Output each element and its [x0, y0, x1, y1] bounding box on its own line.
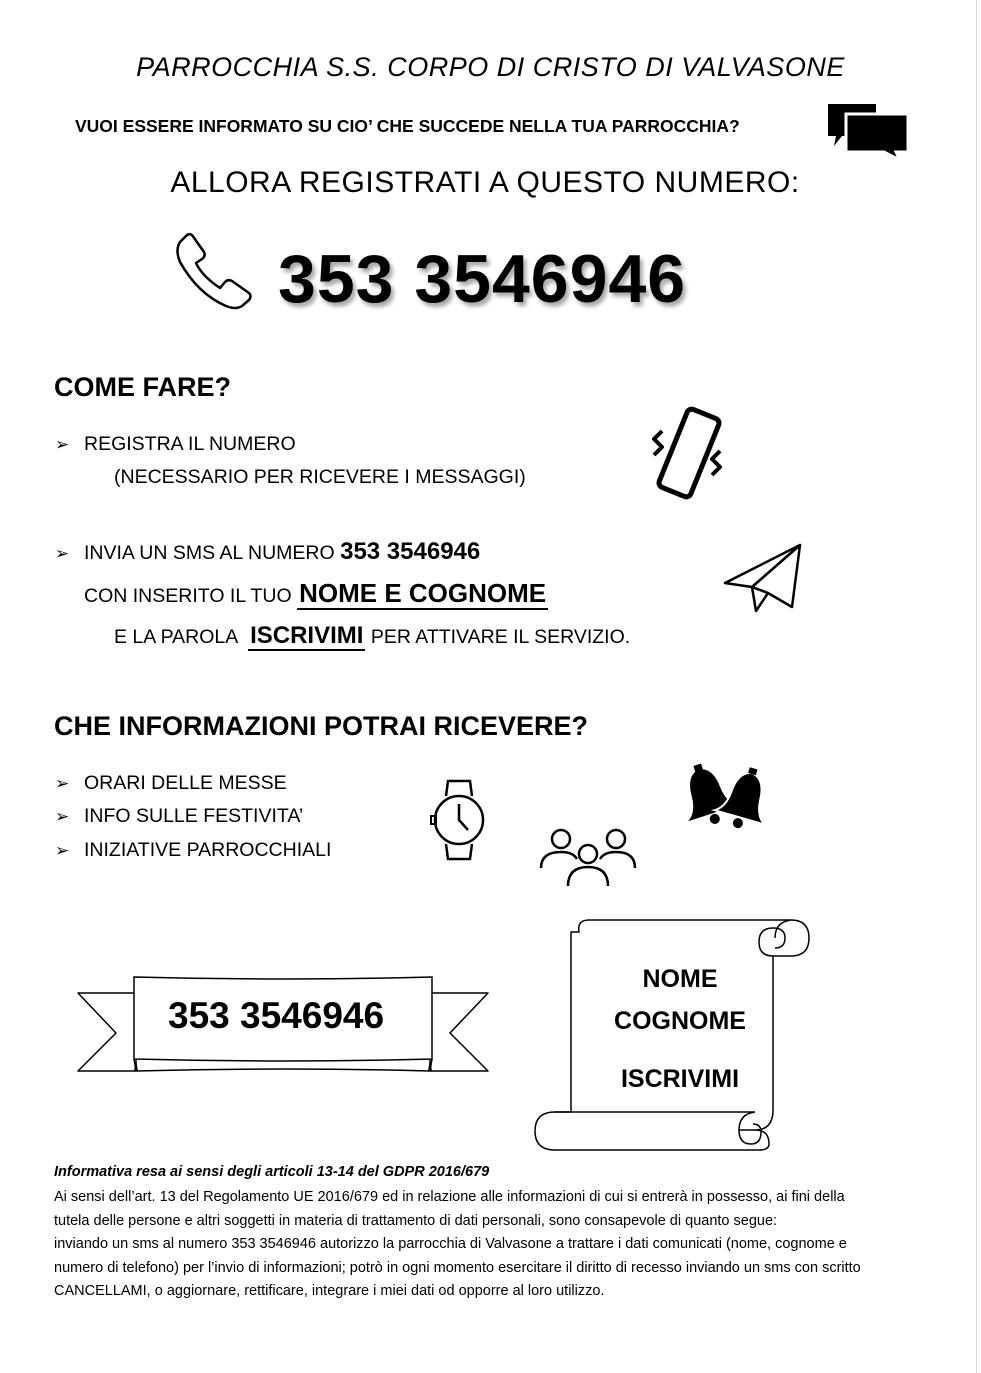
step2-line3-suffix: PER ATTIVARE IL SERVIZIO. — [365, 626, 631, 648]
keyword-iscrivimi: ISCRIVIMI — [250, 622, 364, 649]
banner-phone-number: 353 3546946 — [168, 995, 385, 1036]
privacy-line: tutela delle persone e altri soggetti in materia di trattamento di dati personali, sono consapevole di quanto segue: — [54, 1212, 778, 1229]
telephone-handset-icon — [174, 232, 254, 310]
register-subtitle: ALLORA REGISTRATI A QUESTO NUMERO: — [170, 166, 800, 199]
privacy-line: CANCELLAMI, o aggiornare, rettificare, integrare i miei dati od opporre al loro utilizzo. — [54, 1283, 605, 1299]
name-keyword: NOME E COGNOME — [299, 578, 547, 608]
phone-number-large: 353 3546946 — [278, 241, 687, 317]
wristwatch-icon — [430, 778, 488, 862]
intro-question: VUOI ESSERE INFORMATO SU CIO’ CHE SUCCEDE NELLA TUA PARROCCHIA? — [75, 116, 740, 136]
privacy-line: Ai sensi dell’art. 13 del Regolamento UE 2016/679 ed in relazione alle informazioni di cui si entrerà in possesso, ai fini della — [54, 1189, 845, 1205]
bullet-arrow-icon: ➢ — [55, 435, 70, 454]
info-heading: CHE INFORMAZIONI POTRAI RICEVERE? — [54, 711, 589, 741]
step1-line2: (NECESSARIO PER RICEVERE I MESSAGGI) — [114, 466, 526, 488]
step2-line3-prefix: E LA PAROLA — [114, 626, 243, 648]
bullet-arrow-icon: ➢ — [55, 774, 70, 793]
privacy-text — [54, 1186, 934, 1304]
speech-bubbles-icon — [826, 102, 910, 162]
scroll-line-cognome: COGNOME — [614, 1007, 746, 1035]
page-title: PARROCCHIA S.S. CORPO DI CRISTO DI VALVASONE — [136, 52, 845, 82]
privacy-line: inviando un sms al numero 353 3546946 autorizzo la parrocchia di Valvasone a trattare i dati comunicati (nome, cognome e — [54, 1236, 847, 1252]
step2-line1 — [84, 538, 480, 566]
step2-line3 — [114, 622, 630, 650]
step1-line1: REGISTRA IL NUMERO — [84, 433, 296, 455]
info-item: INIZIATIVE PARROCCHIALI — [84, 839, 332, 861]
step2-prefix: INVIA UN SMS AL NUMERO — [84, 542, 341, 564]
bells-icon — [678, 762, 778, 838]
step2-number: 353 3546946 — [340, 538, 481, 565]
scroll-line-nome: NOME — [642, 965, 718, 993]
page-edge — [976, 0, 977, 1373]
privacy-title: Informativa resa ai sensi degli articoli 13-14 del GDPR 2016/679 — [54, 1164, 490, 1180]
paper-plane-icon — [722, 543, 804, 615]
scroll-line-iscrivimi: ISCRIVIMI — [620, 1065, 740, 1093]
vibrating-phone-icon — [650, 405, 728, 501]
bullet-arrow-icon: ➢ — [55, 807, 70, 826]
info-item: INFO SULLE FESTIVITA’ — [84, 805, 304, 827]
group-people-icon — [538, 826, 638, 888]
step2-line2 — [84, 578, 548, 609]
privacy-line: numero di telefono) per l’invio di informazioni; potrò in ogni momento esercitare il diritto di recesso inviando un sms con scritto — [54, 1259, 861, 1276]
info-item: ORARI DELLE MESSE — [84, 772, 287, 794]
step2-line2-prefix: CON INSERITO IL TUO — [84, 585, 298, 607]
howto-heading: COME FARE? — [54, 372, 232, 402]
bullet-arrow-icon: ➢ — [55, 544, 70, 563]
bullet-arrow-icon: ➢ — [55, 841, 70, 860]
